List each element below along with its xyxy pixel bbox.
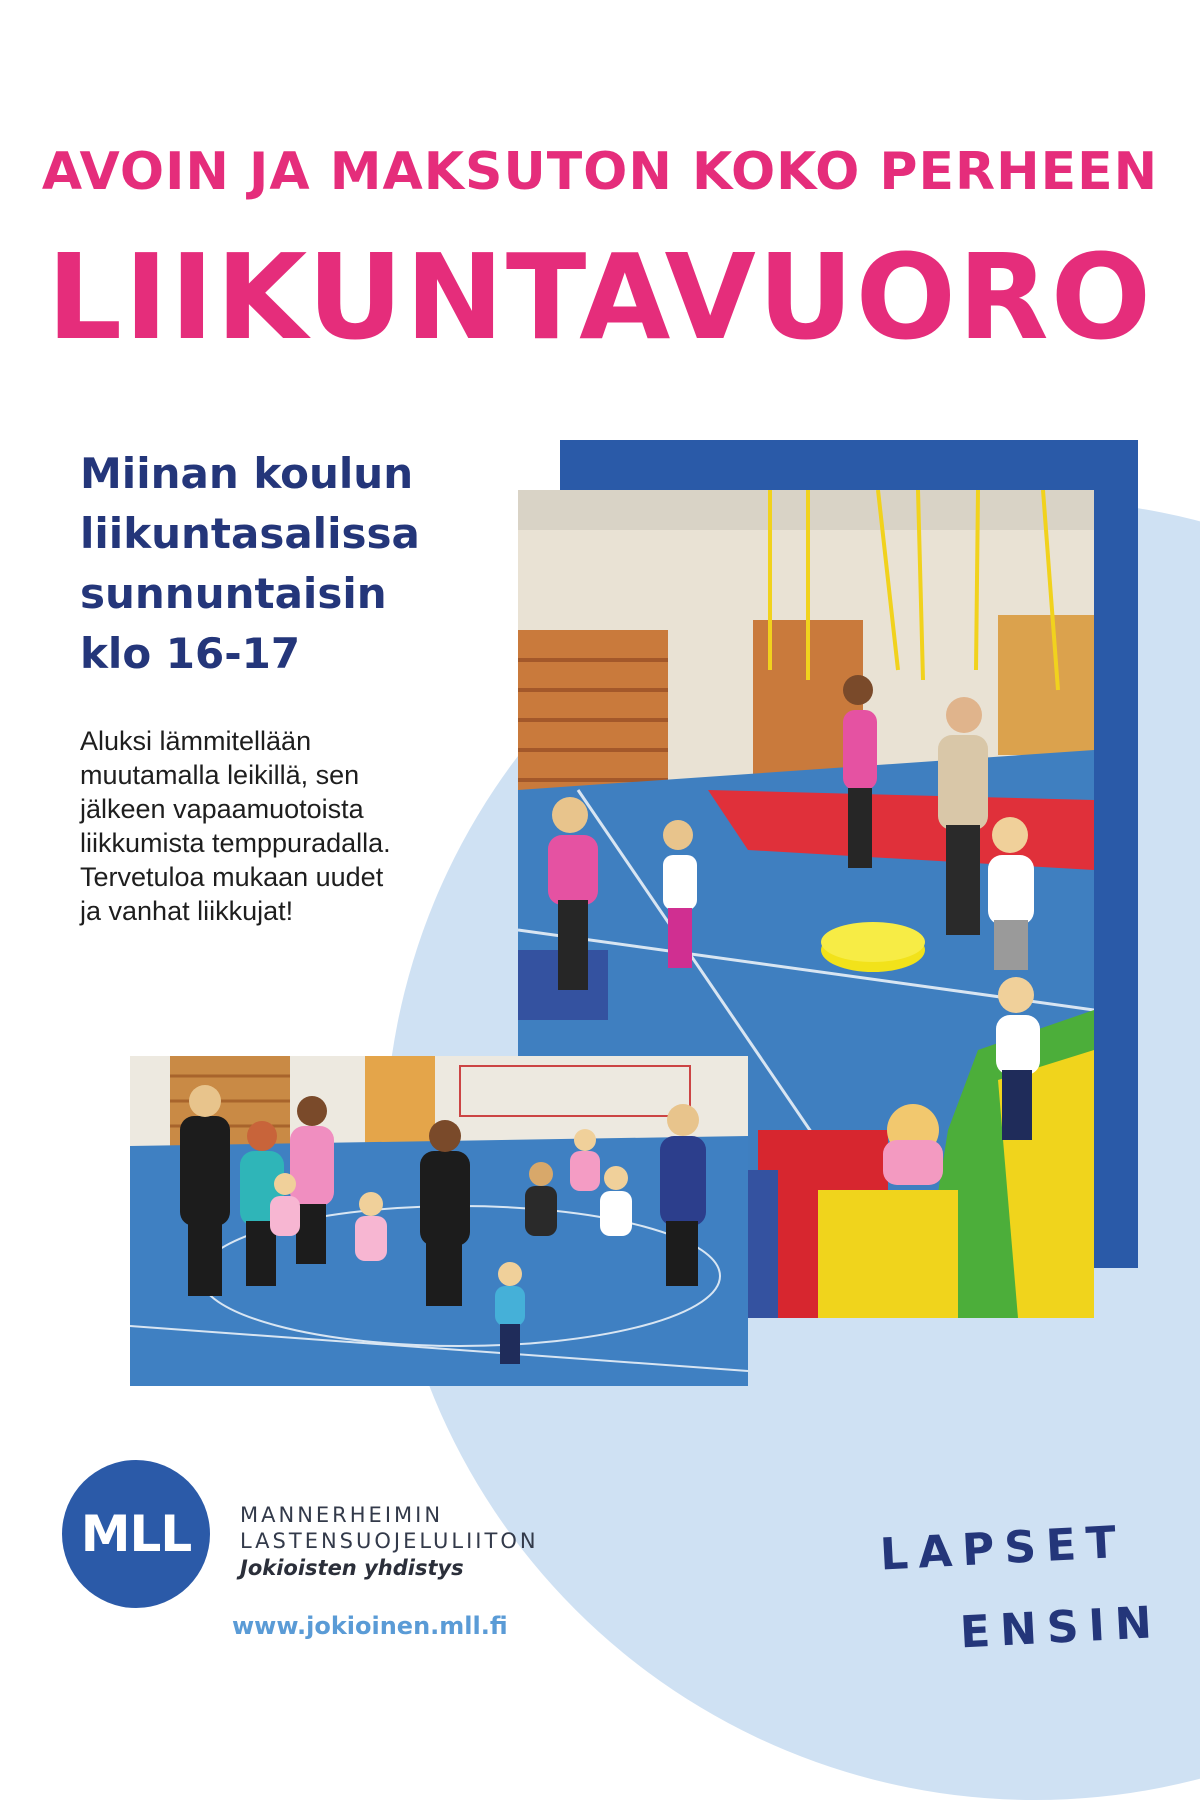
headline-top: AVOIN JA MAKSUTON KOKO PERHEEN	[41, 142, 1159, 202]
info-title-line: liikuntasalissa	[80, 509, 420, 558]
slogan	[870, 1508, 1170, 1668]
info-body-line: Aluksi lämmitellään	[80, 726, 312, 756]
slogan-line-1: LAPSET	[878, 1516, 1128, 1581]
info-body-line: muutamalla leikillä, sen	[80, 760, 360, 790]
info-title-line: sunnuntaisin	[80, 569, 387, 618]
info-title	[80, 444, 500, 684]
slogan-line-2: ENSIN	[958, 1596, 1163, 1659]
info-body-line: jälkeen vapaamuotoista	[80, 794, 364, 824]
info-body-line: Tervetuloa mukaan uudet	[80, 862, 384, 892]
info-title-line: Miinan koulun	[80, 449, 414, 498]
info-body-line: ja vanhat liikkujat!	[80, 896, 294, 926]
gym-photo-circle-game-illustration	[130, 1056, 748, 1386]
info-body	[80, 724, 480, 928]
info-title-line: klo 16-17	[80, 629, 301, 678]
org-line-1: MANNERHEIMIN	[240, 1503, 444, 1527]
org-name	[240, 1502, 539, 1582]
org-line-2: LASTENSUOJELULIITON	[240, 1529, 539, 1553]
headline-main: LIIKUNTAVUORO	[46, 228, 1154, 366]
gym-photo-circle-game	[130, 1056, 748, 1386]
mll-logo: MLL	[62, 1460, 210, 1608]
info-body-line: liikkumista temppuradalla.	[80, 828, 391, 858]
website-link[interactable]: www.jokioinen.mll.fi	[232, 1612, 508, 1640]
org-subtitle: Jokioisten yhdistys	[240, 1556, 464, 1580]
